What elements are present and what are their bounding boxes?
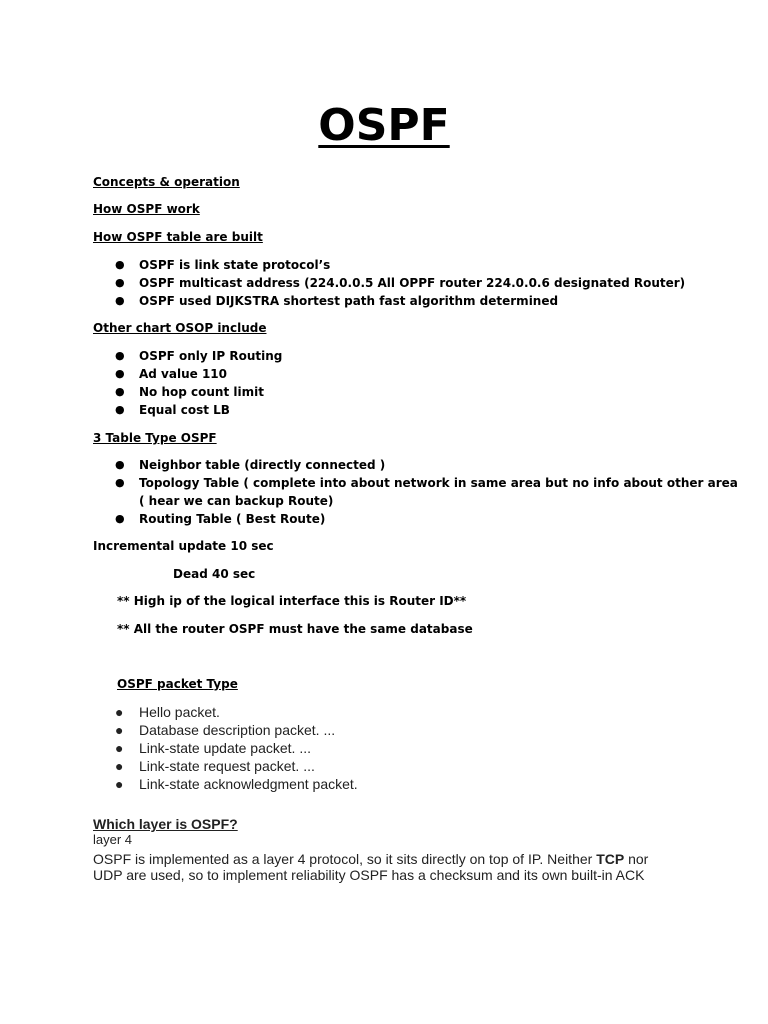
heading-other-chart: Other chart OSOP include	[93, 321, 267, 335]
heading-how-ospf-work: How OSPF work	[93, 202, 200, 216]
list-item: ● OSPF used DIJKSTRA shortest path fast algorithm determined	[115, 294, 559, 308]
bullet-icon: ●	[115, 294, 125, 307]
list-item: ● Hello packet.	[115, 704, 220, 720]
list-item: ● Neighbor table (directly connected )	[115, 458, 386, 472]
bullet-icon: ●	[115, 512, 125, 525]
bullet-icon: ●	[115, 403, 125, 416]
list-ospf-features	[93, 347, 282, 419]
list-item: ● Topology Table ( complete into about network in same area but no info about other area	[115, 476, 738, 490]
layer-answer: layer 4	[93, 832, 133, 847]
bullet-icon: ●	[115, 776, 124, 792]
bullet-icon: ●	[115, 740, 124, 756]
list-item: ● Link-state update packet. ...	[115, 740, 311, 756]
list-item: ● Ad value 110	[115, 367, 227, 381]
bullet-icon: ●	[115, 704, 124, 720]
list-item: ● Link-state request packet. ...	[115, 758, 315, 774]
dead-interval: Dead 40 sec	[173, 567, 256, 581]
heading-which-layer: Which layer is OSPF?	[93, 816, 238, 832]
bullet-icon: ●	[115, 476, 125, 489]
list-item: ● Link-state acknowledgment packet.	[115, 776, 358, 792]
bullet-icon: ●	[115, 722, 124, 738]
page-title: OSPF	[318, 100, 450, 151]
heading-table-type: 3 Table Type OSPF	[93, 431, 217, 445]
list-item: ● OSPF is link state protocol’s	[115, 258, 331, 272]
bullet-icon: ●	[115, 458, 125, 471]
bullet-icon: ●	[115, 758, 124, 774]
list-item: ● OSPF only IP Routing	[115, 349, 283, 363]
bullet-icon: ●	[115, 276, 125, 289]
bullet-icon: ●	[115, 367, 125, 380]
list-packet-types	[93, 703, 358, 793]
bullet-icon: ●	[115, 258, 125, 271]
list-table-types	[93, 456, 738, 528]
heading-how-table-built: How OSPF table are built	[93, 230, 263, 244]
list-ospf-basics	[93, 256, 685, 310]
incremental-update: Incremental update 10 sec	[93, 539, 274, 553]
list-item: ● OSPF multicast address (224.0.0.5 All OPPF router 224.0.0.6 designated Router)	[115, 276, 686, 290]
list-item: ● Routing Table ( Best Route)	[115, 512, 326, 526]
note-router-id: ** High ip of the logical interface this is Router ID**	[117, 594, 467, 608]
list-item: ● No hop count limit	[115, 385, 264, 399]
list-item-continuation: ( hear we can backup Route)	[139, 494, 334, 508]
explanation-line-2: UDP are used, so to implement reliability OSPF has a checksum and its own built-in ACK	[93, 867, 645, 883]
list-item: ● Equal cost LB	[115, 403, 230, 417]
bullet-icon: ●	[115, 385, 125, 398]
bullet-icon: ●	[115, 349, 125, 362]
heading-packet-type: OSPF packet Type	[117, 677, 238, 691]
explanation-line-1: OSPF is implemented as a layer 4 protocol, so it sits directly on top of IP. Neither TCP nor	[93, 851, 649, 867]
heading-concepts: Concepts & operation	[93, 175, 240, 189]
list-item: ● Database description packet. ...	[115, 722, 336, 738]
note-same-database: ** All the router OSPF must have the same database	[117, 622, 473, 636]
